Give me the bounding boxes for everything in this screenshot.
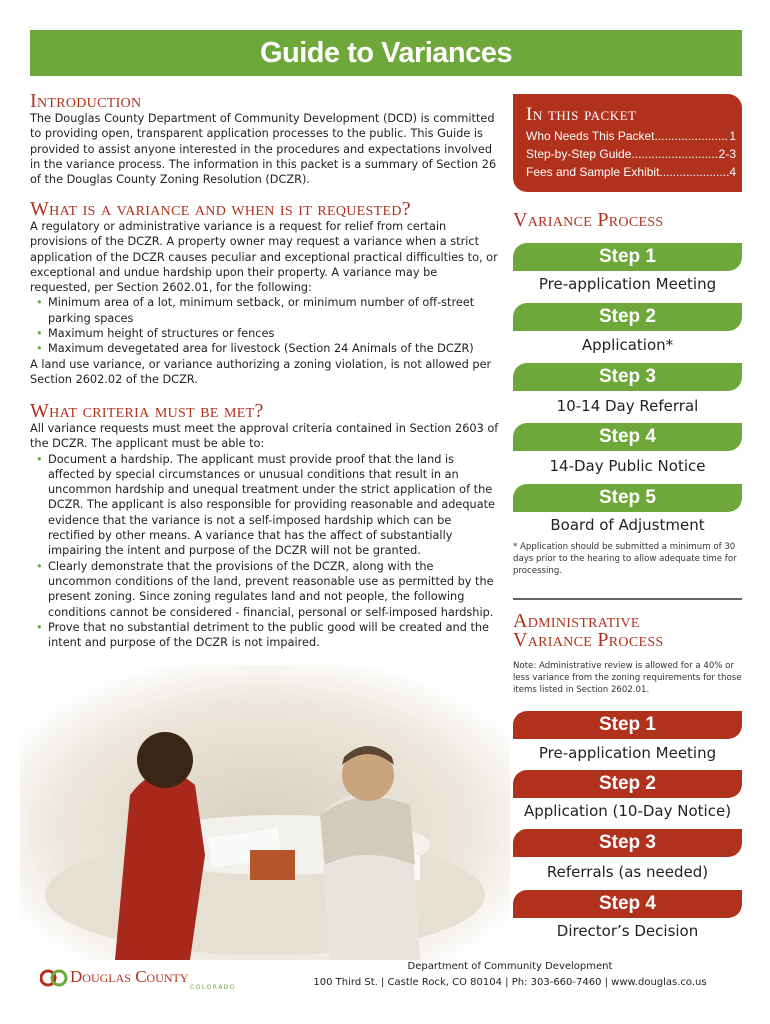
variance-step-3-label: 10-14 Day Referral <box>556 397 699 415</box>
footer-contact: 100 Third St. | Castle Rock, CO 80104 | Ph: 303-660-7460 | www.douglas.co.us <box>313 977 707 988</box>
packet-item-page: 1 <box>729 129 736 143</box>
packet-contents-box <box>513 94 742 192</box>
criteria-bullet: • Prove that no substantial detriment to the public good will be created and the intent and purpose of the DCZR is not impaired. <box>30 620 500 651</box>
variance-step-5-label: Board of Adjustment <box>550 516 705 534</box>
variance-step-4-label: 14-Day Public Notice <box>549 457 706 475</box>
what-heading: What is a variance and when is it requested? <box>30 198 411 220</box>
packet-item-label: Fees and Sample Exhibit <box>526 165 660 179</box>
logo-emblem-icon <box>40 965 68 991</box>
packet-item-page: 2-3 <box>718 147 736 161</box>
admin-step-3: Step 3 <box>513 829 742 857</box>
criteria-text: All variance requests must meet the approval criteria contained in Section 2603 of the DCZR. The applicant must be able to: <box>30 422 499 451</box>
packet-item-leader <box>659 165 729 179</box>
admin-step-2: Step 2 <box>513 770 742 798</box>
variance-step-1-label: Pre-application Meeting <box>538 275 717 293</box>
admin-step-3-label: Referrals (as needed) <box>546 863 709 881</box>
packet-item[interactable] <box>526 147 736 161</box>
packet-item-label: Step-by-Step Guide <box>526 147 632 161</box>
variance-step-1: Step 1 <box>513 243 742 271</box>
variance-process-heading: Variance Process <box>513 209 664 231</box>
variance-footnote: * Application should be submitted a minimum of 30 days prior to the hearing to allow adequate time for processing. <box>513 542 737 576</box>
variance-step-3: Step 3 <box>513 363 742 391</box>
what-bullet: • Maximum height of structures or fences <box>30 326 500 341</box>
criteria-bullet: • Clearly demonstrate that the provisions of the DCZR, along with the uncommon conditions of the land, prevent reasonable use as permitted by the present zoning. Since zoning regulates land and not people, the following conditions cannot be considered - financial, personal or self-imposed hardship. <box>30 559 500 620</box>
logo-name: Douglas County <box>70 967 189 986</box>
packet-item-label: Who Needs This Packet <box>526 129 655 143</box>
meeting-photo-illustration <box>20 665 510 960</box>
section-divider <box>513 598 742 600</box>
variance-step-2: Step 2 <box>513 303 742 331</box>
packet-item-page: 4 <box>729 165 736 179</box>
criteria-heading: What criteria must be met? <box>30 400 264 422</box>
packet-item[interactable] <box>526 165 736 179</box>
variance-step-2-label: Application* <box>581 336 674 354</box>
admin-step-1: Step 1 <box>513 711 742 739</box>
variance-step-4: Step 4 <box>513 423 742 451</box>
admin-heading-line1: Administrative <box>513 610 640 632</box>
criteria-bullet: • Document a hardship. The applicant must provide proof that the land is affected by special circumstances or unusual conditions that result in an uncommon hardship and unequal treatment under the strict application of the DCZR. The applicant is also responsible for providing reasonable and adequate evidence that the variance is not a self-imposed hardship which can be rectified by other means. A variance that has the affect of substantially impairing the intent and purpose of the DCZR will not be granted. <box>30 452 500 559</box>
variance-step-5: Step 5 <box>513 484 742 512</box>
what-text: A regulatory or administrative variance is a request for relief from certain provisions of the DCZR. A property owner may request a variance when a strict application of the DCZR causes peculiar and exceptional practical difficulties to, or exceptional and undue hardship upon their property. A variance may be requested, per Section 2602.01, for the following: <box>30 220 498 295</box>
criteria-bullet-list <box>30 452 500 651</box>
packet-item-leader <box>631 147 718 161</box>
meeting-photo <box>20 665 510 960</box>
page-title: Guide to Variances <box>259 36 513 69</box>
packet-item[interactable] <box>526 129 736 143</box>
what-bullet-list <box>30 295 500 356</box>
criteria-section <box>30 421 500 650</box>
admin-step-4-label: Director’s Decision <box>556 922 699 940</box>
admin-step-2-label: Application (10-Day Notice) <box>523 802 732 820</box>
admin-step-1-label: Pre-application Meeting <box>538 744 717 762</box>
admin-note: Note: Administrative review is allowed for a 40% or less variance from the zoning requirements for those items listed in Section 2602.01. <box>513 661 742 695</box>
what-bullet: • Minimum area of a lot, minimum setback, or minimum number of off-street parking spaces <box>30 295 500 326</box>
admin-heading-line2: Variance Process <box>513 629 664 651</box>
title-banner <box>30 30 742 76</box>
intro-heading: Introduction <box>30 90 142 112</box>
packet-heading: In this packet <box>526 104 637 125</box>
logo-subtitle: COLORADO <box>190 984 237 991</box>
packet-item-leader <box>655 129 730 143</box>
what-section <box>30 219 500 387</box>
footer-department: Department of Community Development <box>407 961 613 972</box>
admin-step-4: Step 4 <box>513 890 742 918</box>
admin-process-heading <box>513 612 664 650</box>
what-after-text: A land use variance, or variance authorizing a zoning violation, is not allowed per Section 2602.02 of the DCZR. <box>30 357 492 386</box>
douglas-county-logo <box>40 965 240 995</box>
intro-text: The Douglas County Department of Community Development (DCD) is committed to providing open, transparent application processes to the public. This Guide is provided to assist anyone interested in the procedures and expectations involved in the variance process. The information in this packet is a summary of Section 26 of the Douglas County Zoning Resolution (DCZR). <box>30 112 497 187</box>
what-bullet: • Maximum devegetated area for livestock (Section 24 Animals of the DCZR) <box>30 341 500 356</box>
